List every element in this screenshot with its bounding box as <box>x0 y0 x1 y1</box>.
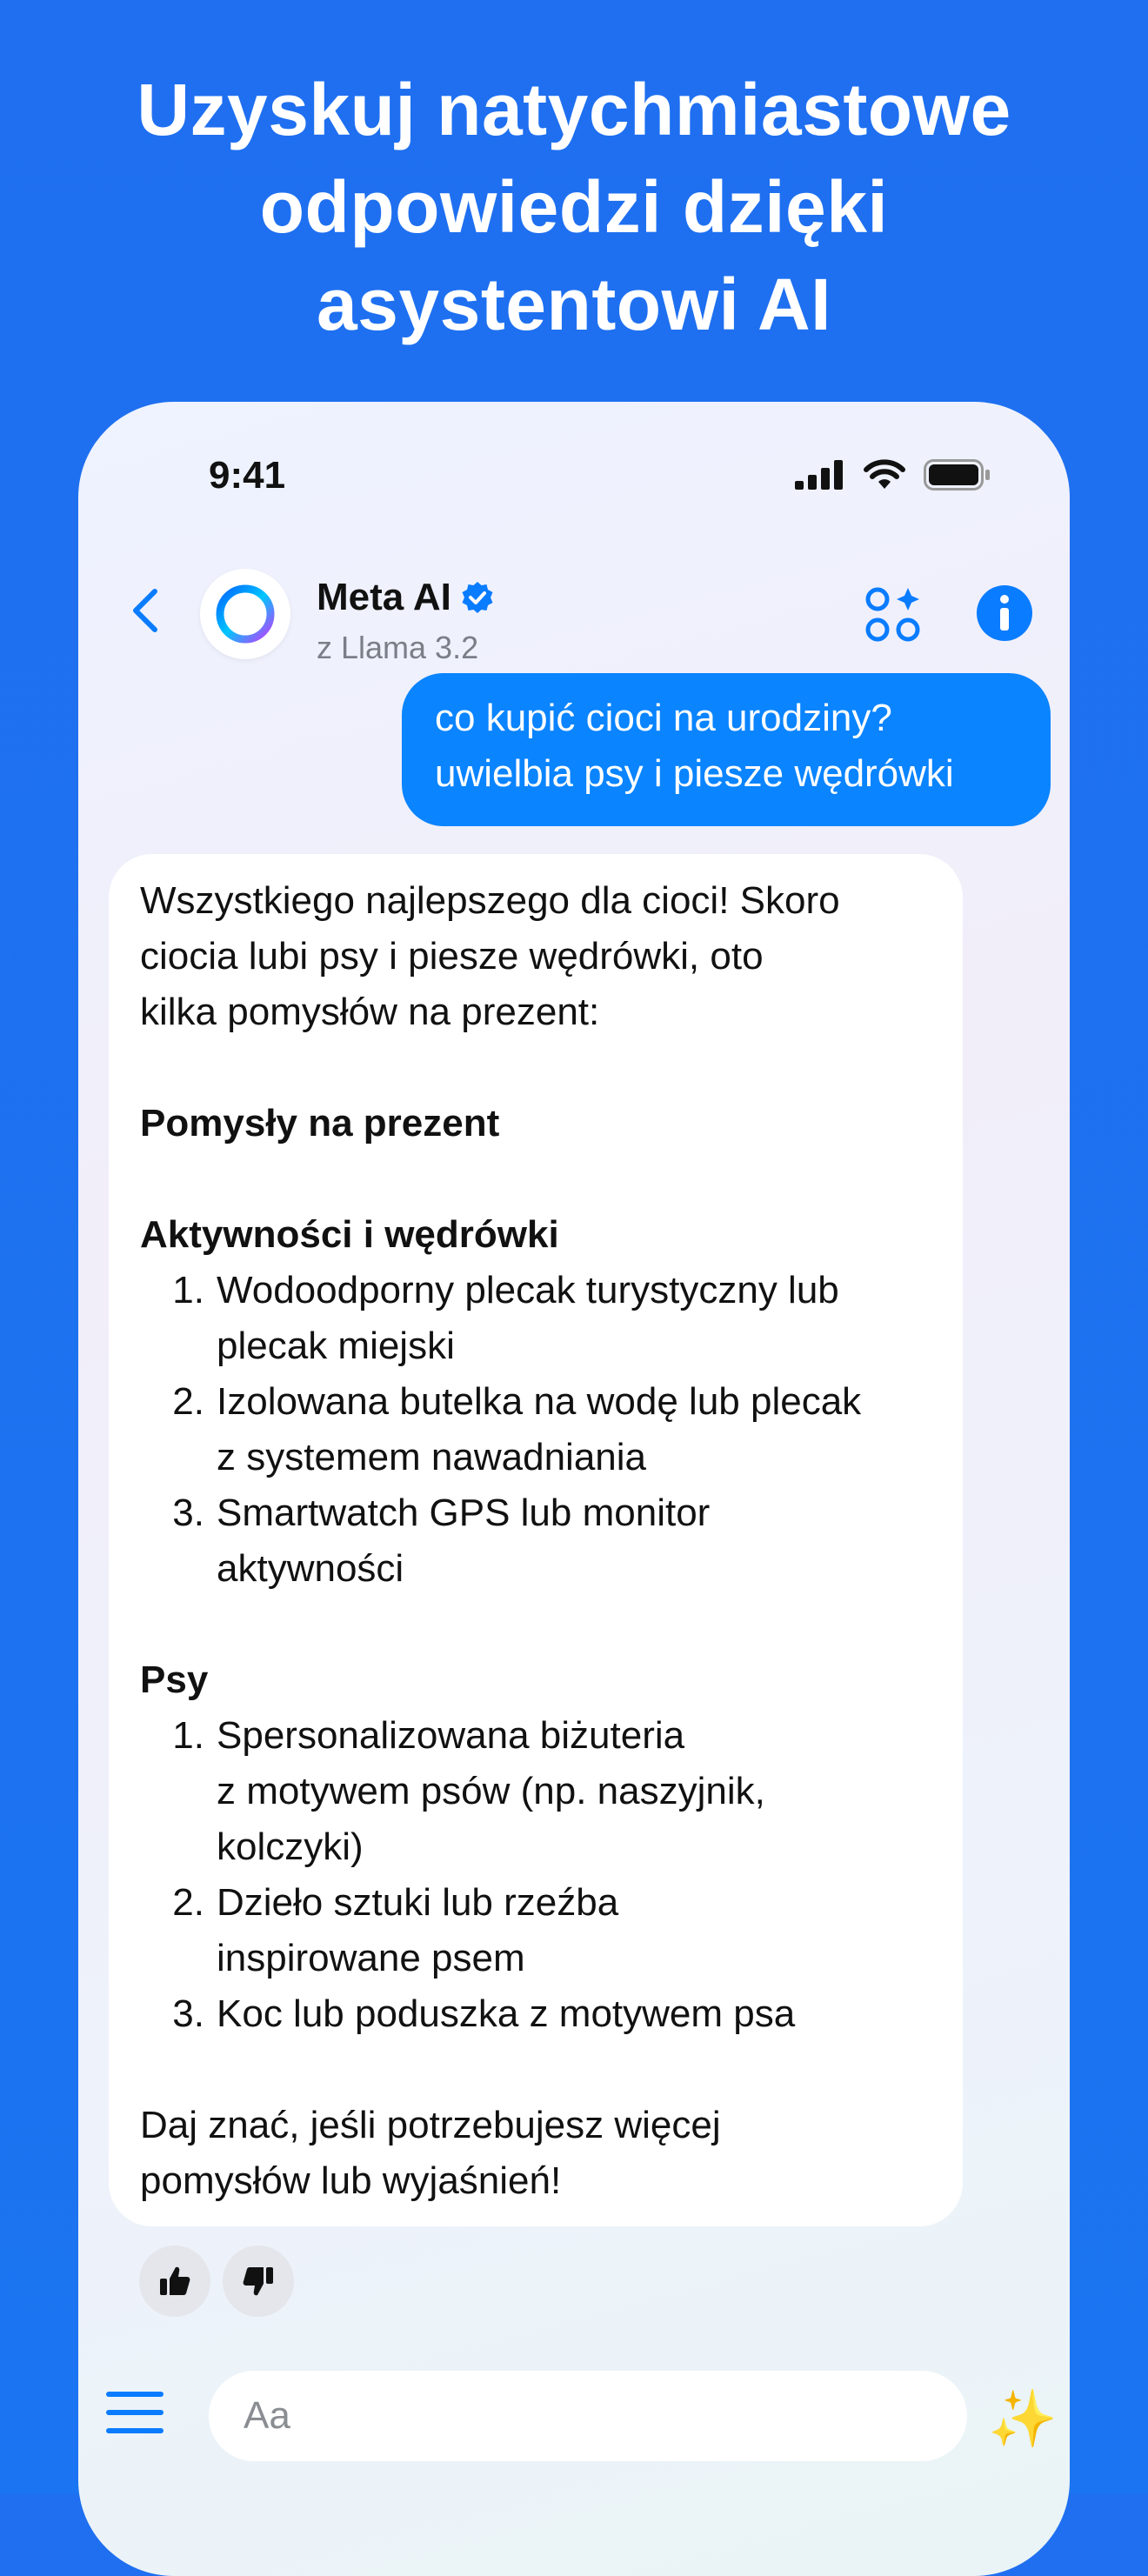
hamburger-menu-icon[interactable] <box>106 2390 164 2435</box>
avatar[interactable] <box>200 569 290 659</box>
section-title-dogs: Psy <box>140 1658 209 1701</box>
headline-line: Uzyskuj natychmiastowe <box>137 69 1011 150</box>
contact-name-label: Meta AI <box>317 576 451 618</box>
ai-heading: Pomysły na prezent <box>140 1102 500 1145</box>
list-dogs <box>140 1708 931 2042</box>
message-reactions <box>139 2246 294 2317</box>
apps-sparkle-icon[interactable] <box>864 586 922 644</box>
user-message-bubble[interactable] <box>402 673 1051 826</box>
status-icons <box>795 459 991 491</box>
ai-intro-line: ciocia lubi psy i piesze wędrówki, oto <box>140 935 764 978</box>
list-item: 2. Dzieło sztuki lub rzeźba inspirowane psem <box>172 1881 619 1979</box>
like-button[interactable] <box>139 2246 210 2317</box>
ai-outro-line: pomysłów lub wyjaśnień! <box>140 2159 562 2202</box>
headline <box>0 61 1148 353</box>
message-input[interactable] <box>209 2371 967 2461</box>
dislike-button[interactable] <box>223 2246 294 2317</box>
status-bar <box>78 454 1070 515</box>
ai-outro-line: Daj znać, jeśli potrzebujesz więcej <box>140 2104 721 2146</box>
ai-intro-line: kilka pomysłów na prezent: <box>140 991 600 1033</box>
contact-subtitle: z Llama 3.2 <box>317 630 479 665</box>
headline-line: odpowiedzi dzięki <box>259 166 889 248</box>
battery-icon <box>924 459 991 491</box>
phone-screen <box>78 402 1070 2576</box>
status-time: 9:41 <box>209 454 286 497</box>
ai-intro-line: Wszystkiego najlepszego dla cioci! Skoro <box>140 879 840 922</box>
ai-message-bubble[interactable] <box>109 854 963 2226</box>
user-message-line: uwielbia psy i piesze wędrówki <box>435 752 954 795</box>
thumbs-up-icon <box>157 2264 192 2299</box>
list-item: 3. Koc lub poduszka z motywem psa <box>172 1992 796 2035</box>
info-icon[interactable] <box>974 583 1035 644</box>
list-item: 2. Izolowana butelka na wodę lub plecak z systemem nawadniania <box>172 1380 862 1478</box>
list-item: 3. Smartwatch GPS lub monitor aktywności <box>172 1492 711 1590</box>
chat-header <box>78 550 1070 663</box>
headline-line: asystentowi AI <box>316 264 832 345</box>
list-item: 1. Wodoodporny plecak turystyczny lub plecak miejski <box>172 1269 839 1367</box>
sparkle-icon[interactable]: ✨ <box>988 2387 1058 2450</box>
verified-badge-icon <box>460 580 495 615</box>
user-message-line: co kupić cioci na urodziny? <box>435 697 892 739</box>
wifi-icon <box>863 459 906 491</box>
message-composer <box>78 2352 1070 2473</box>
thumbs-down-icon <box>241 2264 276 2299</box>
signal-icon <box>795 460 845 490</box>
contact-name[interactable] <box>317 576 495 619</box>
chevron-left-icon[interactable] <box>122 584 174 637</box>
list-item: 1. Spersonalizowana biżuteria z motywem psów (np. naszyjnik, kolczyki) <box>172 1714 765 1868</box>
meta-ai-logo-icon <box>212 581 278 647</box>
section-title-hiking: Aktywności i wędrówki <box>140 1213 559 1256</box>
list-hiking <box>140 1263 931 1597</box>
